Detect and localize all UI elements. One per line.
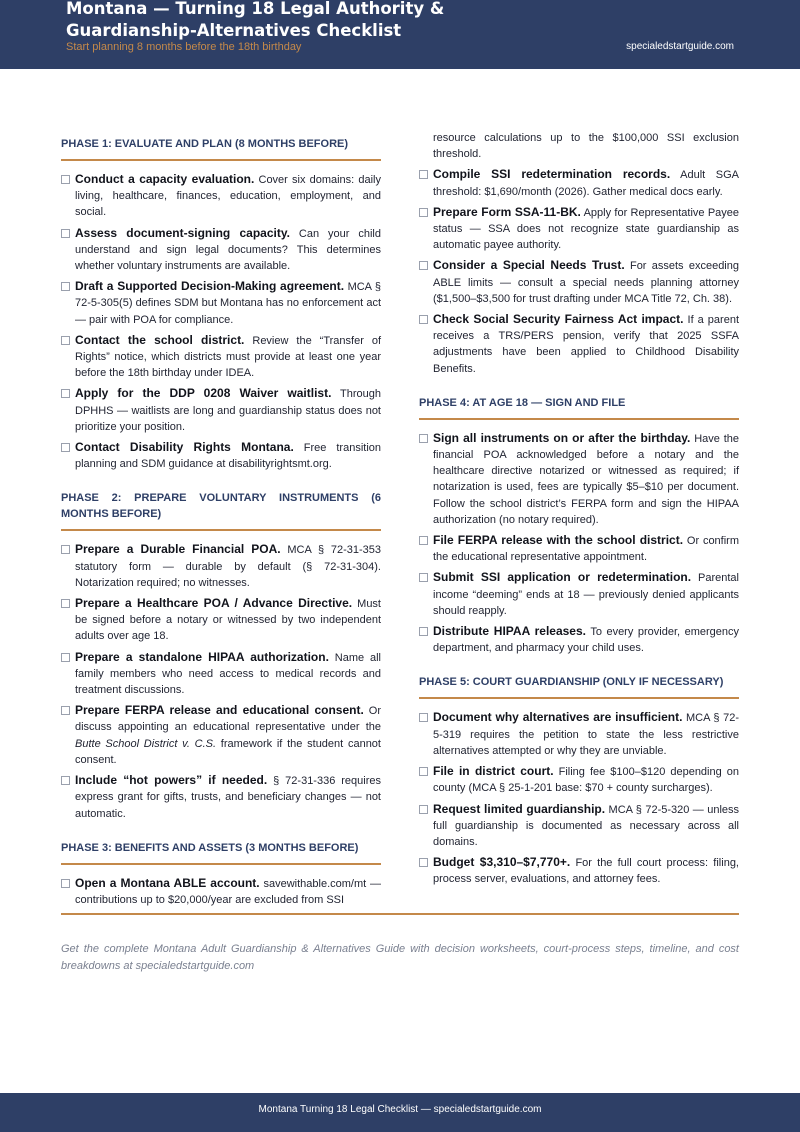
phase-4-list (419, 430, 739, 657)
item-text: Adult SGA threshold: $1,690/month (2026). Gather medical docs early. (433, 169, 740, 198)
checklist-item (61, 595, 381, 645)
item-title: Conduct a capacity evaluation. (75, 172, 255, 186)
checklist-item (419, 709, 739, 759)
phase-1-list (61, 171, 381, 472)
phase-5-heading: PHASE 5: COURT GUARDIANSHIP (ONLY IF NECESSARY) (419, 674, 739, 699)
page-header (0, 0, 800, 69)
item-title: Prepare Form SSA-11-BK. (433, 204, 581, 219)
phase-5-list (419, 709, 739, 887)
item-text: Name all family members who need access to medical records and treatment discussions. (75, 651, 381, 697)
item-text: To every provider, emergency department, and pharmacy your child uses. (433, 626, 739, 655)
checklist-item (61, 225, 381, 275)
phase-1-heading: PHASE 1: EVALUATE AND PLAN (8 MONTHS BEFORE) (61, 136, 381, 161)
checkbox-icon[interactable] (61, 776, 70, 785)
phase-3-heading: PHASE 3: BENEFITS AND ASSETS (3 MONTHS BEFORE) (61, 840, 381, 865)
checkbox-icon[interactable] (61, 282, 70, 291)
item-title: Contact Disability Rights Montana. (75, 440, 294, 455)
checkbox-icon[interactable] (61, 175, 70, 184)
item-title: Consider a Special Needs Trust. (433, 258, 625, 273)
checklist-item (419, 569, 739, 619)
item-title: Document why alternatives are insufficient. (433, 710, 683, 725)
checkbox-icon[interactable] (419, 536, 428, 545)
checkbox-icon[interactable] (419, 713, 428, 722)
item-title: Prepare a standalone HIPAA authorization. (75, 649, 329, 664)
item-text: Must be signed before a notary or witnessed by two independent adults over age 18. (75, 598, 381, 643)
item-title: File in district court. (433, 764, 554, 779)
item-title: Prepare a Healthcare POA / Advance Directive. (75, 596, 353, 611)
item-title: Budget $3,310–$7,770+. (433, 855, 571, 870)
right-column (419, 130, 739, 906)
item-text: MCA § 72-31-353 statutory form — durable by default (§ 72-31-304). Notarization required; no witnesses. (75, 544, 382, 589)
checkbox-icon[interactable] (419, 261, 428, 270)
item-title: Apply for the DDP 0208 Waiver waitlist. (75, 386, 332, 401)
item-text: If a parent receives a TRS/PERS pension, verify that 2025 SSFA adjustments have been applied to Childhood Disability Benefits. (433, 314, 739, 375)
item-title: Sign all instruments on or after the birthday. (433, 430, 691, 445)
item-text: MCA § 72-5-305(5) defines SDM but Montana has no enforcement act — pair with POA for compliance. (75, 281, 381, 326)
checkbox-icon[interactable] (61, 389, 70, 398)
checkbox-icon[interactable] (419, 627, 428, 636)
checkbox-icon[interactable] (419, 170, 428, 179)
item-text: For the full court process: filing, process server, evaluations, and attorney fees. (433, 857, 739, 886)
checklist-item (61, 702, 381, 768)
item-title: Prepare a Durable Financial POA. (75, 542, 281, 557)
item-title: Include “hot powers” if needed. (75, 773, 268, 788)
checkbox-icon[interactable] (61, 229, 70, 238)
checkbox-icon[interactable] (61, 599, 70, 608)
item-text: Or discuss appointing an educational representative under the (75, 705, 381, 734)
checklist-item (61, 649, 381, 699)
checklist-item (419, 311, 739, 377)
item-title: File FERPA release with the school district. (433, 533, 684, 548)
checkbox-icon[interactable] (61, 879, 70, 888)
item-title: Compile SSI redetermination records. (433, 167, 671, 182)
item-title: Request limited guardianship. (433, 801, 606, 816)
checklist-item (61, 875, 381, 908)
page-title: Montana — Turning 18 Legal Authority & Guardianship-Alternatives Checklist (66, 0, 445, 40)
item-text: Free transition planning and SDM guidance at disabilityrightsmt.org. (75, 442, 381, 471)
checkbox-icon[interactable] (61, 443, 70, 452)
item-text-continued: resource calculations up to the $100,000 SSI exclusion threshold. (433, 132, 739, 161)
page-footer (0, 1093, 800, 1132)
checkbox-icon[interactable] (419, 805, 428, 814)
phase-3-list-continued (419, 130, 739, 377)
item-title: Draft a Supported Decision-Making agreement. (75, 279, 345, 294)
checklist-item (419, 532, 739, 565)
checklist-item (61, 278, 381, 328)
item-text: Through DPHHS — waitlists are long and guardianship status does not prioritize your position. (75, 388, 381, 433)
checklist-item (61, 439, 381, 472)
checklist-item (419, 166, 739, 199)
item-text: MCA § 72-5-319 requires the petition to state the less restrictive alternatives attempted or why they are unviable. (433, 712, 739, 757)
checklist-item (419, 204, 739, 254)
checklist-item (419, 623, 739, 656)
item-title: Distribute HIPAA releases. (433, 624, 586, 639)
checklist-item (419, 257, 739, 307)
checkbox-icon[interactable] (419, 573, 428, 582)
checkbox-icon[interactable] (419, 858, 428, 867)
checklist-item (61, 541, 381, 591)
item-title: Submit SSI application or redetermination. (433, 570, 692, 585)
item-text: Review the “Transfer of Rights” notice, which districts must provide at least one year before the 18th birthday under IDEA. (75, 334, 381, 380)
checklist-item (419, 854, 739, 887)
item-text: Have the financial POA acknowledged before a notary and the healthcare directive notarized or witnessed as required; if notarization is used, fees are typically $5–$10 per document. Follow the school district’s FERPA form and sign the HIPAA authorization (no notary required). (433, 432, 740, 526)
item-text: MCA § 72-5-320 — unless full guardianship is documented as necessary across all domains. (433, 803, 740, 848)
checklist-item (419, 763, 739, 796)
checkbox-icon[interactable] (419, 208, 428, 217)
left-column (61, 130, 381, 926)
section-divider (61, 913, 739, 915)
header-site-link: specialedstartguide.com (626, 41, 734, 52)
checkbox-icon[interactable] (61, 336, 70, 345)
phase-4-heading: PHASE 4: AT AGE 18 — SIGN AND FILE (419, 395, 739, 420)
footer-text: Montana Turning 18 Legal Checklist — specialedstartguide.com (258, 1104, 542, 1115)
checkbox-icon[interactable] (419, 434, 428, 443)
checkbox-icon[interactable] (61, 706, 70, 715)
item-title: Assess document-signing capacity. (75, 225, 290, 240)
case-citation: Butte School District v. C.S. (75, 737, 217, 750)
checklist-item (61, 171, 381, 221)
checklist-item (419, 430, 739, 528)
item-text: Can your child understand and sign legal documents? This determines whether voluntary instruments are available. (75, 227, 381, 273)
item-text: Or confirm the educational representative appointment. (433, 535, 740, 564)
item-text: Apply for Representative Payee status — SSA does not recognize state guardianship as automatic payee authority. (433, 206, 740, 252)
item-text-continued: framework if the student cannot consent. (75, 737, 381, 766)
page-subtitle: Start planning 8 months before the 18th birthday (66, 41, 302, 53)
checklist-item (61, 385, 381, 435)
checklist-item (419, 801, 739, 851)
item-text: Cover six domains: daily living, healthcare, finances, education, employment, and social. (75, 174, 381, 219)
checkbox-icon[interactable] (419, 315, 428, 324)
item-title: Open a Montana ABLE account. (75, 875, 260, 890)
item-text: For assets exceeding ABLE limits — consult a special needs planning attorney ($1,500–$3,500 for trust drafting under MCA Title 72, Ch. 38). (433, 260, 739, 305)
checkbox-icon[interactable] (61, 545, 70, 554)
checkbox-icon[interactable] (419, 767, 428, 776)
item-title: Contact the school district. (75, 332, 245, 347)
phase-3-list-start (61, 875, 381, 908)
phase-2-heading: PHASE 2: PREPARE VOLUNTARY INSTRUMENTS (6 MONTHS BEFORE) (61, 490, 381, 531)
phase-2-list (61, 541, 381, 821)
checklist-item (61, 332, 381, 382)
item-text: § 72-31-336 requires express grant for gifts, trusts, and beneficiary changes — not automatic. (75, 775, 381, 820)
item-title: Check Social Security Fairness Act impact. (433, 312, 684, 327)
item-title: Prepare FERPA release and educational consent. (75, 703, 364, 718)
item-text: Filing fee $100–$120 depending on county (MCA § 25-1-201 base: $70 + county surcharges). (433, 766, 739, 795)
checkbox-icon[interactable] (61, 653, 70, 662)
item-text: savewithable.com/mt — contributions up to $20,000/year are excluded from SSI (75, 877, 381, 906)
item-text: Parental income “deeming” ends at 18 — previously denied applicants should reapply. (433, 572, 739, 617)
checklist-item (61, 772, 381, 822)
guide-promo-note: Get the complete Montana Adult Guardianship & Alternatives Guide with decision worksheets, court-process steps, timeline, and cost breakdowns at specialedstartguide.com (61, 943, 739, 972)
